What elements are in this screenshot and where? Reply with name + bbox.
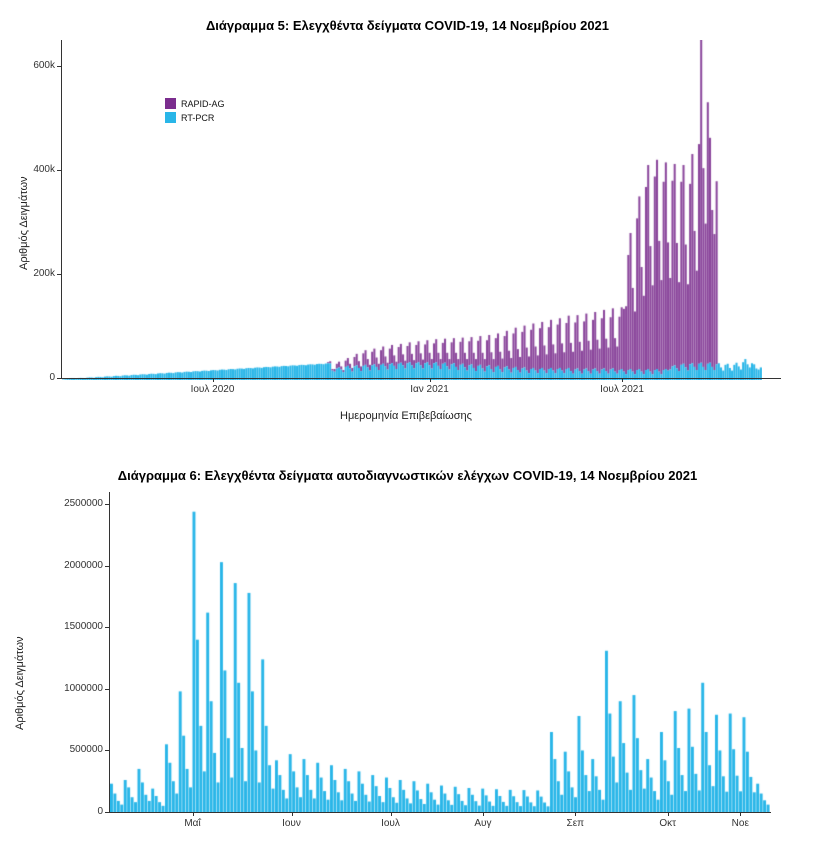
y-tick-mark: [105, 812, 109, 813]
y-tick-mark: [105, 750, 109, 751]
legend-swatch-rt-pcr: [165, 112, 176, 123]
legend-item-rapid-ag: [165, 98, 225, 109]
x-tick-mark: [740, 812, 741, 816]
x-axis-line-diagram6: [109, 812, 771, 813]
y-tick-mark: [57, 378, 61, 379]
x-tick-label: Ιαν 2021: [410, 384, 449, 395]
y-tick-label: 1000000: [64, 682, 103, 694]
x-tick-mark: [430, 378, 431, 382]
x-tick-mark: [483, 812, 484, 816]
x-axis-title-diagram5: Ημερομηνία Επιβεβαίωσης: [340, 410, 472, 422]
x-tick-mark: [575, 812, 576, 816]
y-tick-mark: [105, 566, 109, 567]
legend-diagram5: [165, 98, 225, 126]
y-tick-mark: [57, 274, 61, 275]
legend-label-rapid-ag: RAPID-AG: [181, 98, 225, 109]
plot-area-diagram6: [0, 430, 815, 850]
y-tick-mark: [105, 627, 109, 628]
x-tick-mark: [391, 812, 392, 816]
x-axis-line-diagram5: [61, 378, 781, 379]
y-tick-mark: [57, 170, 61, 171]
x-tick-mark: [193, 812, 194, 816]
y-tick-mark: [105, 504, 109, 505]
x-tick-label: Ιουλ 2020: [190, 384, 235, 395]
chart-title-diagram6: Διάγραμμα 6: Ελεγχθέντα δείγματα αυτοδιαγνωστικών ελέγχων COVID-19, 14 Νοεμβρίου 2021: [117, 468, 698, 483]
x-tick-label: Σεπ: [566, 818, 585, 829]
x-tick-label: Οκτ: [659, 818, 677, 829]
legend-swatch-rapid-ag: [165, 98, 176, 109]
chart-diagram6: [0, 430, 815, 850]
x-tick-label: Ιουλ 2021: [600, 384, 644, 395]
x-tick-label: Αυγ: [474, 818, 492, 829]
y-tick-label: 0: [49, 372, 55, 383]
y-axis-line-diagram5: [61, 40, 62, 378]
y-tick-label: 2500000: [64, 498, 103, 510]
chart-title-diagram5: Διάγραμμα 5: Ελεγχθέντα δείγματα COVID-19, 14 Νοεμβρίου 2021: [205, 18, 610, 33]
y-tick-label: 600k: [33, 60, 55, 71]
y-tick-label: 0: [97, 806, 103, 817]
y-tick-label: 400k: [33, 164, 55, 175]
y-tick-label: 200k: [33, 268, 55, 279]
x-tick-label: Μαΐ: [184, 818, 201, 829]
legend-item-rt-pcr: [165, 112, 225, 123]
x-tick-label: Νοε: [731, 818, 749, 829]
x-tick-label: Ιουν: [282, 818, 301, 829]
x-tick-mark: [213, 378, 214, 382]
y-tick-label: 500000: [69, 744, 103, 756]
legend-label-rt-pcr: RT-PCR: [181, 112, 215, 123]
y-tick-mark: [105, 689, 109, 690]
y-axis-title-diagram5: Αριθμός Δειγμάτων: [18, 176, 30, 270]
x-tick-mark: [622, 378, 623, 382]
y-tick-mark: [57, 66, 61, 67]
x-tick-mark: [668, 812, 669, 816]
y-tick-label: 2000000: [64, 559, 103, 571]
x-tick-label: Ιουλ: [381, 818, 400, 829]
y-tick-label: 1500000: [64, 621, 103, 633]
y-axis-title-diagram6: Αριθμός Δειγμάτων: [14, 636, 26, 730]
x-tick-mark: [292, 812, 293, 816]
y-axis-line-diagram6: [109, 492, 110, 812]
